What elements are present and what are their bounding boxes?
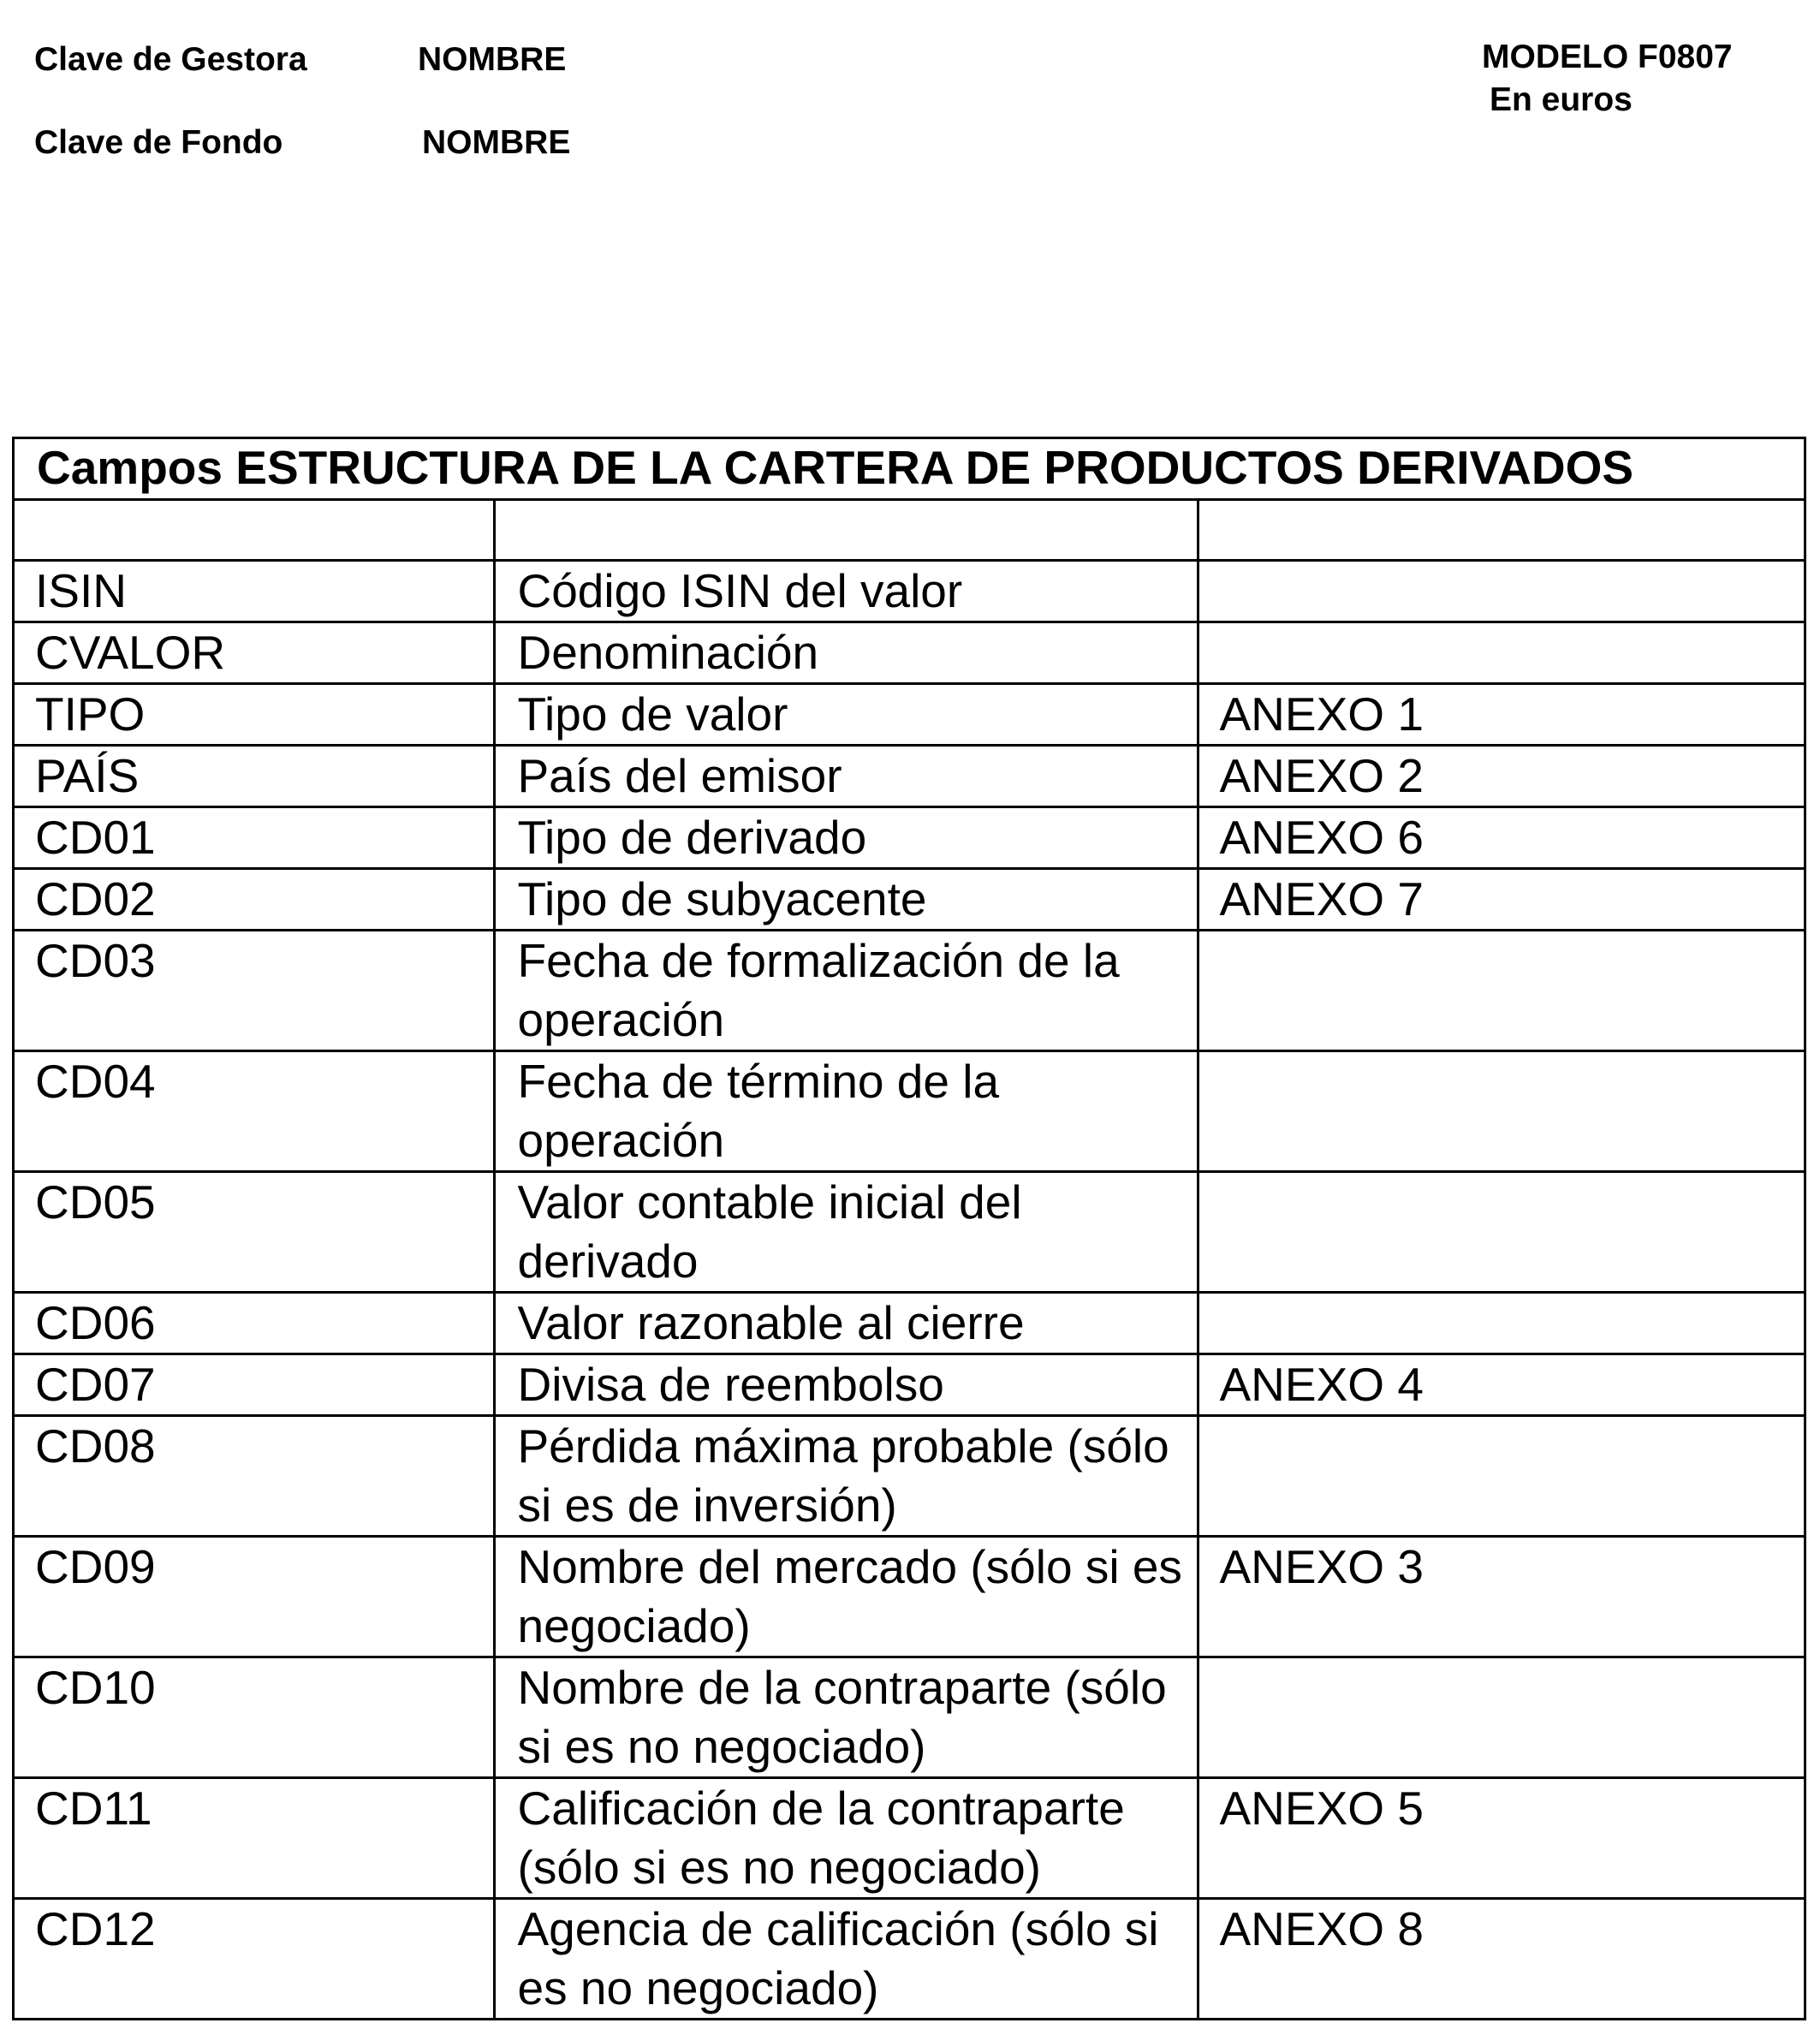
table-row [15,1898,1804,2018]
table-row [15,1777,1804,1898]
field-annex: ANEXO 5 [1198,1777,1804,1898]
field-code: CD01 [15,806,494,868]
field-code: CD03 [15,930,494,1050]
field-description: Nombre de la contraparte (sólo si es no negociado) [494,1657,1198,1777]
field-description: Fecha de formalización de la operación [494,930,1198,1050]
field-annex [1198,1292,1804,1354]
table-row [15,1657,1804,1777]
fields-grid [15,501,1804,2018]
field-description: Denominación [494,622,1198,683]
field-code: CD08 [15,1415,494,1536]
field-code: PAÍS [15,745,494,806]
table-body [15,501,1804,2018]
model-code: MODELO F0807 [1482,39,1733,75]
table-row [15,1354,1804,1415]
field-description: Divisa de reembolso [494,1354,1198,1415]
blank-row [15,501,1804,560]
table-row [15,868,1804,930]
field-code: CD09 [15,1536,494,1657]
table-row [15,1536,1804,1657]
field-annex [1198,560,1804,622]
blank-cell [1198,501,1804,560]
field-code: CD07 [15,1354,494,1415]
blank-cell [494,501,1198,560]
table-row [15,1050,1804,1171]
field-annex: ANEXO 8 [1198,1898,1804,2018]
field-code: CD10 [15,1657,494,1777]
field-code: CD02 [15,868,494,930]
table-row [15,745,1804,806]
field-description: Fecha de término de la operación [494,1050,1198,1171]
field-description: Valor razonable al cierre [494,1292,1198,1354]
blank-cell [15,501,494,560]
field-description: Nombre del mercado (sólo si es negociado) [494,1536,1198,1657]
field-annex [1198,1171,1804,1292]
field-annex: ANEXO 1 [1198,683,1804,745]
field-code: ISIN [15,560,494,622]
field-description: Tipo de valor [494,683,1198,745]
field-annex: ANEXO 3 [1198,1536,1804,1657]
field-annex [1198,930,1804,1050]
table-row [15,930,1804,1050]
field-annex: ANEXO 7 [1198,868,1804,930]
field-code: CD04 [15,1050,494,1171]
field-description: Pérdida máxima probable (sólo si es de inversión) [494,1415,1198,1536]
gestora-value: NOMBRE [418,41,567,78]
field-code: CD12 [15,1898,494,2018]
field-code: TIPO [15,683,494,745]
field-description: Código ISIN del valor [494,560,1198,622]
field-annex: ANEXO 4 [1198,1354,1804,1415]
field-code: CD06 [15,1292,494,1354]
table-row [15,1171,1804,1292]
currency-note: En euros [1490,81,1633,118]
gestora-label: Clave de Gestora [34,41,307,78]
field-code: CD11 [15,1777,494,1898]
field-annex [1198,1657,1804,1777]
field-description: Tipo de derivado [494,806,1198,868]
field-description: Agencia de calificación (sólo si es no negociado) [494,1898,1198,2018]
field-annex: ANEXO 2 [1198,745,1804,806]
field-description: Calificación de la contraparte (sólo si es no negociado) [494,1777,1198,1898]
table-title: Campos ESTRUCTURA DE LA CARTERA DE PRODUCTOS DERIVADOS [15,439,1804,501]
field-description: Valor contable inicial del derivado [494,1171,1198,1292]
fondo-label: Clave de Fondo [34,124,283,161]
table-row [15,1292,1804,1354]
fondo-value: NOMBRE [422,124,571,161]
field-annex [1198,1415,1804,1536]
field-description: Tipo de subyacente [494,868,1198,930]
field-description: País del emisor [494,745,1198,806]
table-row [15,1415,1804,1536]
field-annex [1198,1050,1804,1171]
field-annex: ANEXO 6 [1198,806,1804,868]
table-row [15,622,1804,683]
field-code: CVALOR [15,622,494,683]
field-annex [1198,622,1804,683]
table-row [15,806,1804,868]
field-code: CD05 [15,1171,494,1292]
fields-table [12,437,1806,2020]
table-row [15,683,1804,745]
table-row [15,560,1804,622]
